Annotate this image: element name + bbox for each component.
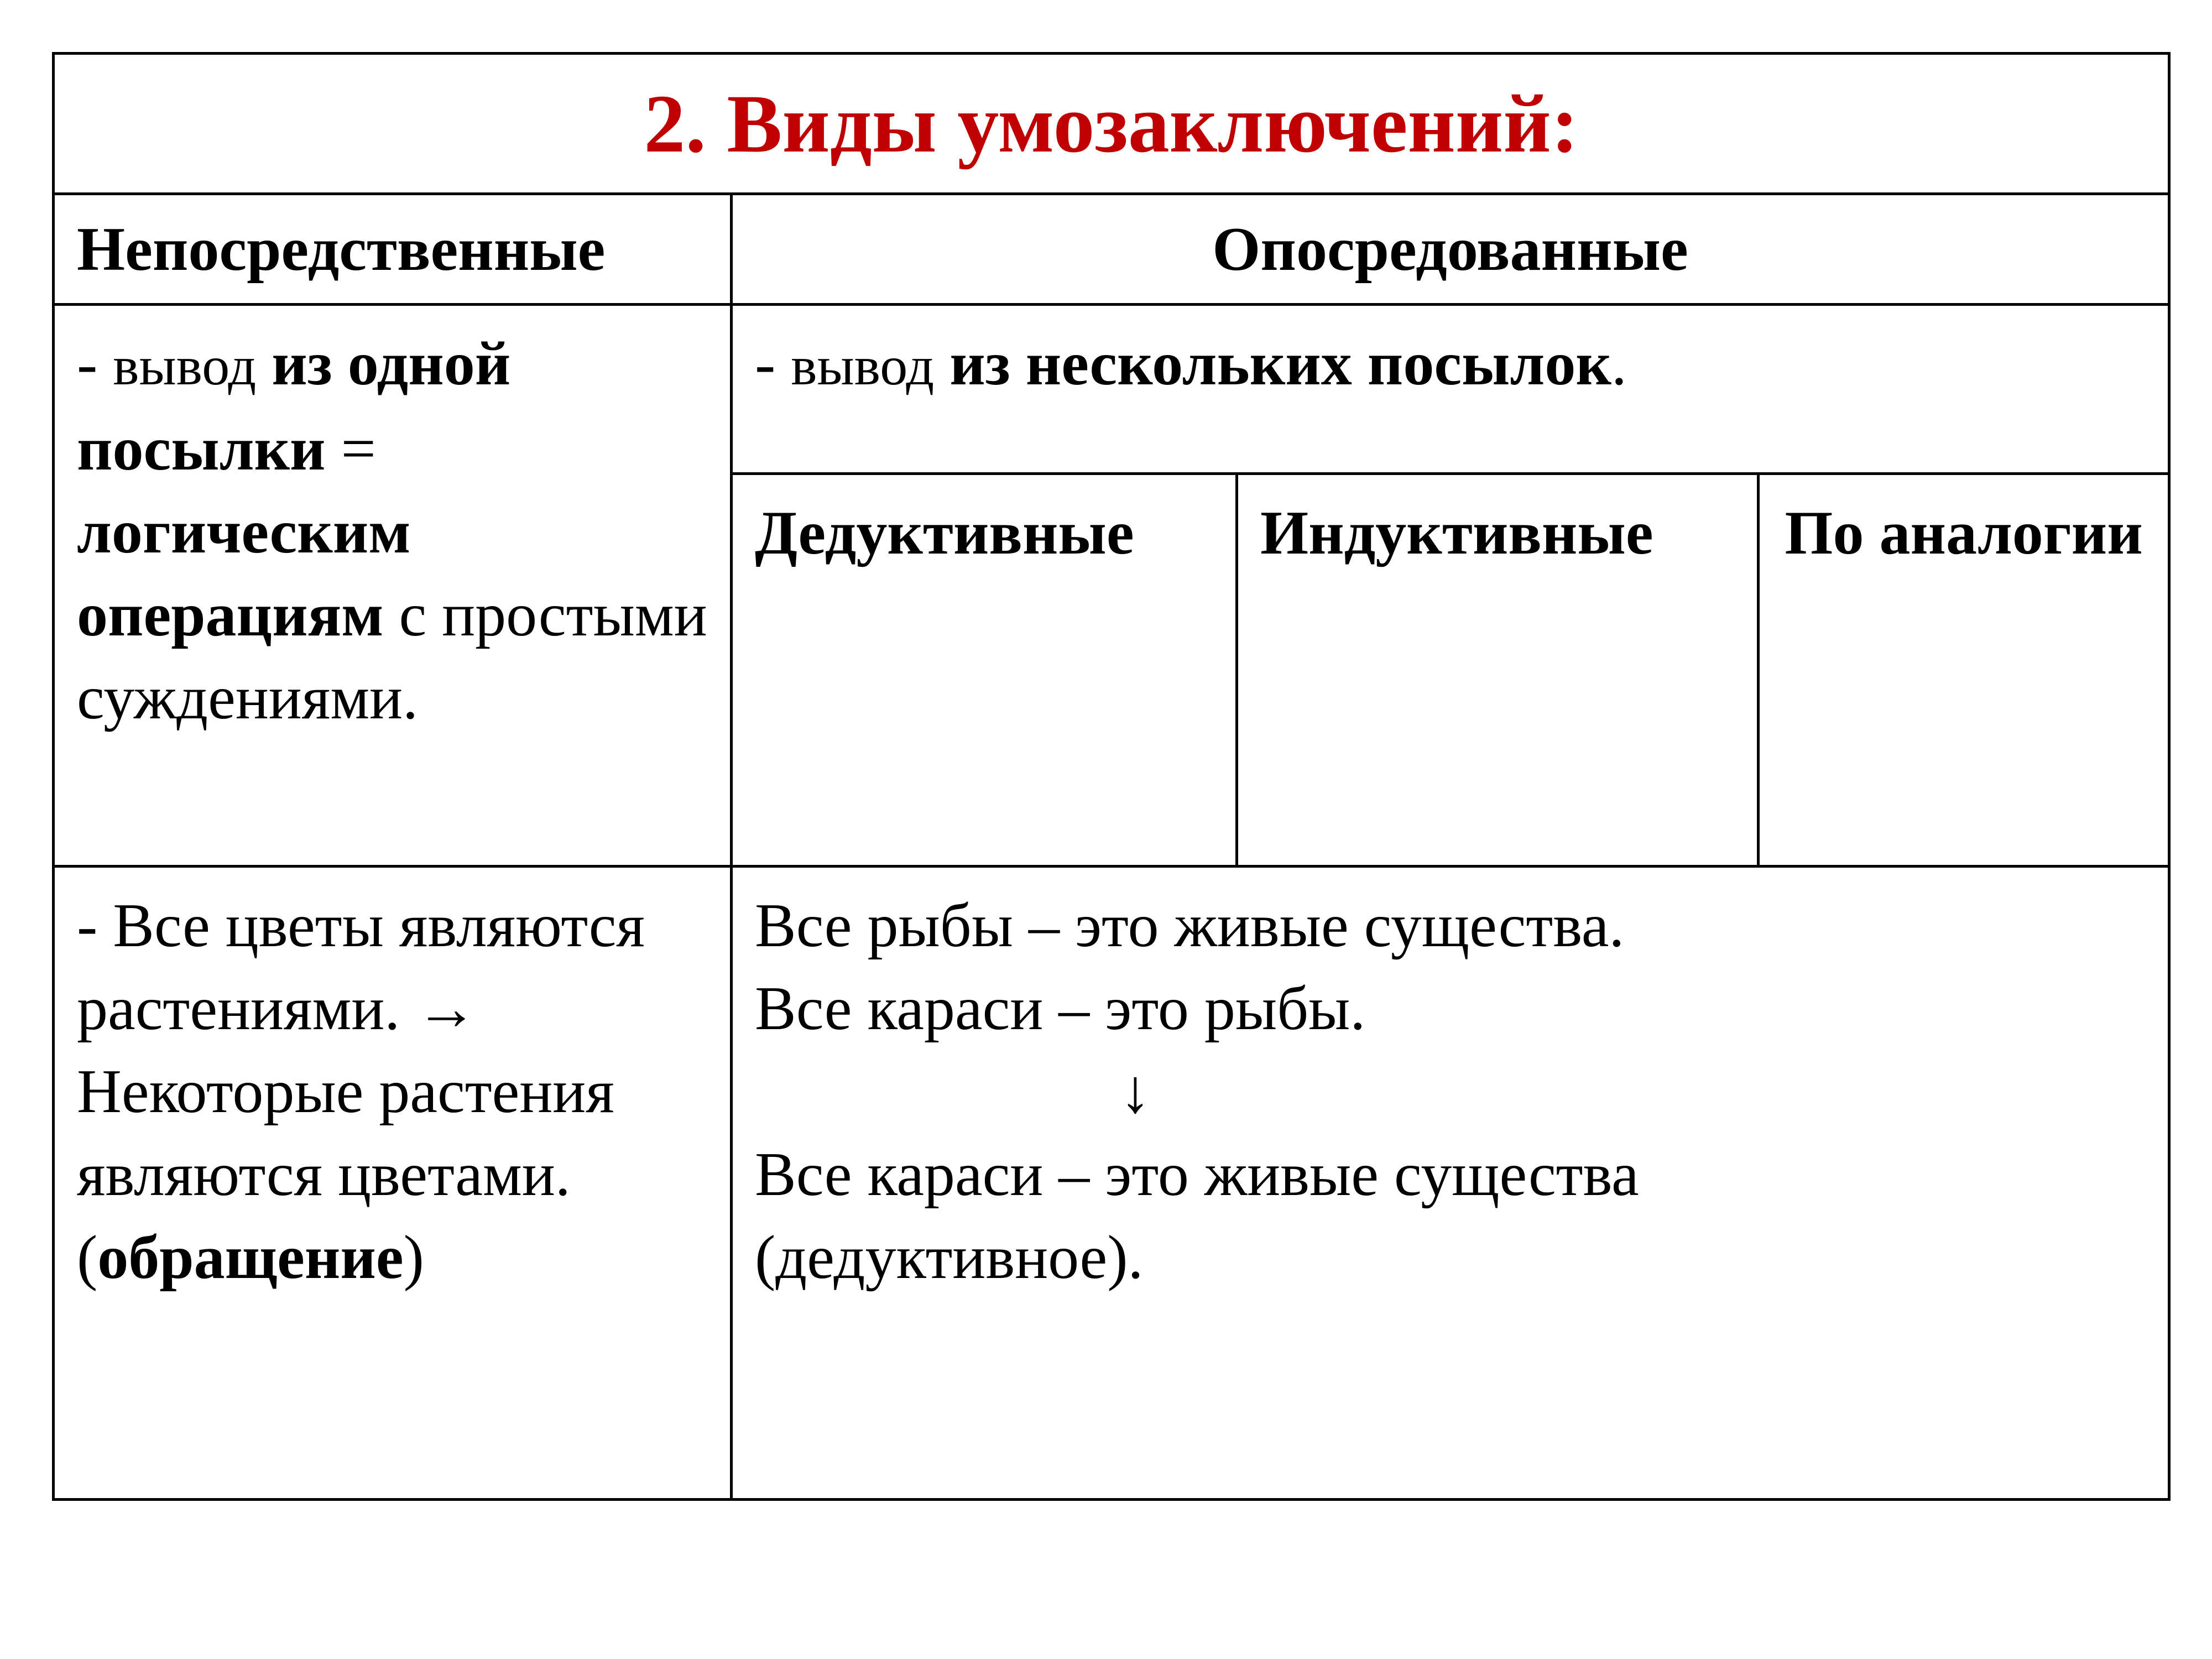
immediate-definition-cell [54, 305, 732, 867]
immediate-example-cell [54, 867, 732, 1500]
immediate-def-tail: с простыми суждениями. [77, 581, 707, 732]
mediated-def-space [934, 330, 950, 398]
header-immediate-text: Непосредственные [77, 215, 606, 284]
mediated-example-line3: Все караси – это живые существа [755, 1140, 1639, 1209]
immediate-example-text: Все цветы являются растениями. → Некоторые растения являются цветами. [77, 891, 645, 1209]
type-inductive: Индуктивные [1260, 499, 1653, 567]
immediate-example-dash: - [77, 891, 113, 960]
mediated-example-cell [732, 867, 2169, 1500]
immediate-example-open: ( [77, 1223, 98, 1292]
mediated-definition-cell [732, 305, 2169, 474]
down-arrow-icon: ↓ [1120, 1057, 1151, 1126]
immediate-def-bold1: из одной посылки [77, 330, 511, 483]
type-analogy: По аналогии [1785, 499, 2143, 567]
table-title [54, 54, 2169, 194]
title-text: 2. Виды умозаключений: [644, 77, 1579, 170]
mediated-def-dash: - [755, 330, 791, 398]
immediate-example-close: ) [403, 1223, 424, 1292]
immediate-def-mid: = [325, 415, 376, 483]
immediate-def-bold2: логическим операциям [77, 498, 411, 649]
inference-types-table [52, 52, 2171, 1501]
header-mediated [732, 194, 2169, 305]
immediate-def-space [256, 330, 272, 398]
header-immediate [54, 194, 732, 305]
immediate-example-bold: обращение [97, 1223, 404, 1292]
mediated-example-line1: Все рыбы – это живые существа. [755, 891, 1625, 960]
type-inductive-cell [1237, 474, 1759, 867]
immediate-def-dash: - [77, 330, 113, 398]
type-deductive-cell [732, 474, 1237, 867]
immediate-def-lead: вывод [113, 335, 257, 397]
type-deductive: Дедуктивные [755, 499, 1134, 567]
mediated-def-bold1: из нескольких посылок [950, 330, 1611, 398]
mediated-example-line4: (дедуктивное). [755, 1223, 1144, 1292]
type-analogy-cell [1759, 474, 2169, 867]
mediated-example-line2: Все караси – это рыбы. [755, 974, 1366, 1043]
mediated-def-tail: . [1611, 330, 1627, 398]
mediated-def-lead: вывод [791, 335, 935, 397]
header-mediated-text: Опосредованные [1212, 215, 1688, 284]
